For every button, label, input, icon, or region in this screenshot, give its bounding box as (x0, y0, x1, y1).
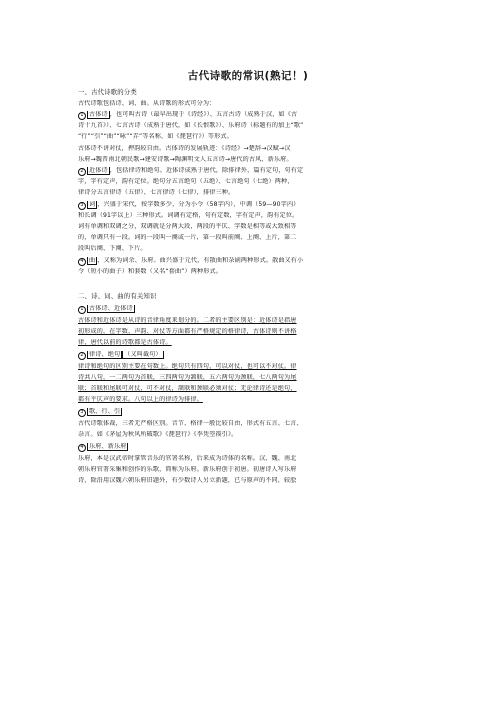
paragraph-line: 古代诗歌体裁，三者无严格区别。音节、格律一般比较自由，形式有五言、七言、 (78, 420, 303, 427)
paragraph-line: 令（短小的曲子）和套数（又名“套曲”）两种形式。 (78, 268, 222, 275)
item-text: ，兴盛于宋代，按字数多少，分为小令（58字内）、中调（59—90字内） (97, 201, 300, 208)
item-number: 4 (78, 258, 86, 266)
item-number: 3 (78, 409, 86, 417)
paragraph-line: 初形成的，在字数、声韵、对仗等方面都有严格规定的格律诗，古体诗则不讲格 (78, 328, 297, 335)
term-box: 曲 (89, 257, 96, 264)
term-box: 律诗、绝句 (89, 351, 121, 358)
subheading (78, 408, 426, 417)
term-box: 古体诗 (89, 111, 108, 118)
item-number: 4 (78, 444, 86, 452)
item-text: ，也可叫古诗（最早出现于《诗经》）、五言古诗（成熟于汉，如《古 (109, 111, 298, 118)
term-box: 近体诗 (89, 167, 108, 174)
subheading (78, 443, 426, 452)
paragraph-line: 字，字有定声，韵有定位。绝句分五言绝句（五绝）、七言绝句（七绝）两种， (78, 178, 294, 185)
paragraph-line: 都有平仄声的要求。八句以上的律诗为排律。 (78, 396, 203, 403)
paragraph-line: 律诗和绝句的区别主要在句数上。绝句只有四句，可以对仗，也可以不对仗。律 (78, 363, 297, 370)
paragraph-line: 词有单调和双调之分，双调就是分两大段，两段的平仄、字数是相等或大致相等 (78, 223, 297, 230)
subheading (78, 305, 426, 314)
paragraph-line: 律，唐代以前的诗歌都是古体诗。 (78, 339, 172, 346)
paragraph-line: 律诗分五言律诗（五律）、七言律诗（七律），排律三种。 (78, 189, 235, 196)
paragraph-line: 古体诗不讲对仗，押韵较自由。古体诗的发展轨迹：《诗经》→楚辞→汉赋→汉 (78, 145, 291, 152)
list-item (78, 111, 426, 120)
term-box: 乐府、新乐府 (89, 443, 127, 450)
item-number: 3 (78, 202, 86, 210)
term-box: 古体诗、近体诗 (89, 305, 133, 312)
item-number: 2 (78, 352, 86, 360)
item-number: 2 (78, 168, 86, 176)
term-note-box: （又叫截句） (124, 351, 162, 358)
list-item (78, 201, 426, 210)
item-number: 1 (78, 112, 86, 120)
paragraph-line: 诗，除沿用汉魏六朝乐府旧题外，有少数诗人另立新题，已与原声的不同，较脍 (78, 477, 297, 484)
paragraph-line: 诗共八句，一二两句为首联，三四两句为颔联，五六两句为颈联，七八两句为尾 (78, 374, 297, 381)
section-heading: 一、古代诗歌的分类 (78, 88, 137, 96)
item-text: ，又称为词余、乐府。曲兴盛于元代，有散曲和杂剧两种形式。散曲又有小 (97, 257, 304, 264)
paragraph-line: 乐府，本是汉武帝时掌管音乐的官署名称，后来成为诗体的名称。汉、魏、南北 (78, 455, 297, 462)
paragraph-line: 联；首联和尾联可对仗，可不对仗，颔联和颈联必须对仗；无论律诗还是绝句， (78, 385, 297, 392)
paragraph-line: 段叫后阕、下阕、下片。 (78, 245, 147, 252)
item-number: 1 (78, 306, 86, 314)
item-text: ，包括律诗和绝句。近体诗成熟于唐代，除排律外，篇有定句，句有定 (109, 167, 304, 174)
term-box: 歌、行、引 (89, 408, 121, 415)
paragraph-line: 和长调（91字以上）三种形式。词调有定格，句有定数，字有定声，韵有定位。 (78, 212, 299, 219)
paragraph-line: 杂言。如《茅屋为秋风所破歌》《琵琶行》《李凭箜篌引》。 (78, 431, 238, 438)
subheading (78, 351, 426, 360)
paragraph-line: 诗十九首》）、七言古诗（成熟于唐代，如《长恨歌》）、乐府诗（标题有的加上“歌” (78, 122, 304, 129)
list-item (78, 257, 426, 266)
paragraph-line: 的，单调只有一段。词的一段叫一阕或一片，第一段叫前阕、上阕、上片，第二 (78, 234, 297, 241)
list-item (78, 167, 426, 176)
term-box: 词 (89, 201, 96, 208)
section-heading: 二、诗、词、曲的有关知识 (78, 292, 157, 300)
paragraph-line: 朝乐府官署采集和创作的乐歌，简称为乐府。新乐府创于初唐。初唐诗人写乐府 (78, 466, 297, 473)
paragraph-line: 古体诗和近体诗是从诗的音律角度来划分的。二者的主要区别是：近体诗是指唐 (78, 317, 297, 324)
paragraph-line: 古代诗歌包括诗、词、曲。从诗歌的形式可分为： (78, 100, 216, 107)
page-title: 古代诗歌的常识(熟记！) (187, 70, 309, 82)
paragraph-line: 乐府→魏晋南北朝民歌→建安诗歌→陶渊明文人五言诗→唐代的古风、新乐府。 (78, 156, 293, 163)
paragraph-line: “行”“引”“曲”“咏”“弄”等名称，如《琵琶行》）等形式。 (78, 133, 233, 140)
